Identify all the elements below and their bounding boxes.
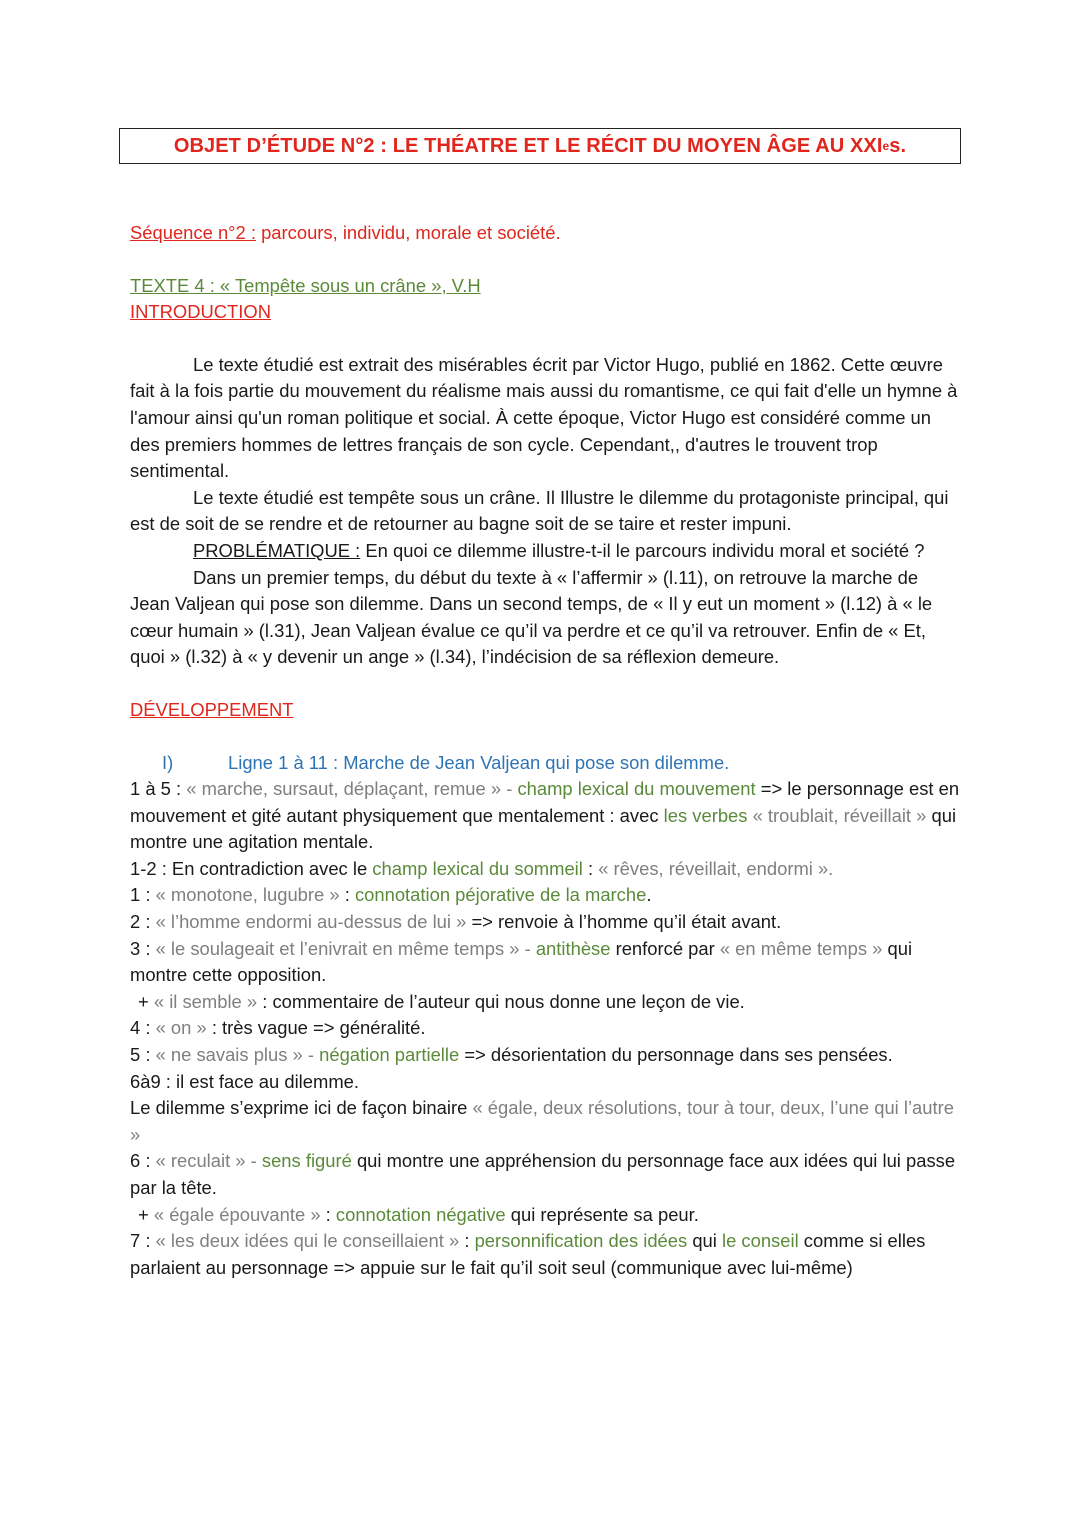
text-reference — [130, 273, 960, 300]
comment: qui montre une appréhension du personnage face aux idées qui lui passe par la tête. — [130, 1150, 956, 1198]
quote: « troublait, réveillait » — [747, 804, 927, 826]
figure: personnification des idées — [474, 1230, 688, 1252]
title-main: OBJET D’ÉTUDE N°2 : LE THÉATRE ET LE RÉCIT DU MOYEN ÂGE AU XXI — [173, 134, 883, 157]
quote: « égale, deux résolutions, tour à tour, deux, l’une qui l’autre » — [130, 1097, 954, 1145]
quote: « égale épouvante » — [153, 1203, 321, 1225]
problematique-text: En quoi ce dilemme illustre-t-il le parcours individu moral et société ? — [360, 539, 925, 561]
comment: : très vague => généralité. — [206, 1017, 426, 1039]
figure: connotation négative — [335, 1203, 506, 1225]
intro-heading — [130, 299, 960, 326]
dev-heading-label: DÉVELOPPEMENT — [130, 698, 294, 720]
sequence-line — [130, 220, 960, 247]
line-ref: 1-2 : — [130, 857, 172, 879]
comment: => le personnage est en mouvement et gité autant physiquement que mentalement : avec — [130, 778, 960, 826]
part-1-title: Ligne 1 à 11 : Marche de Jean Valjean qui pose son dilemme. — [228, 751, 730, 773]
quote: « reculait » - — [155, 1150, 262, 1172]
line-ref: 7 : — [130, 1230, 156, 1252]
line-ref: 1 à 5 : — [130, 778, 187, 800]
analysis-line — [130, 1015, 960, 1042]
comment: => renvoie à l’homme qu’il était avant. — [466, 911, 782, 933]
sequence-text: parcours, individu, morale et société. — [255, 222, 561, 243]
title-end: s. — [889, 134, 907, 157]
part-1-heading — [130, 750, 960, 777]
comment: comme si elles parlaient au personnage => appuie sur le fait qu’il soit seul (communique avec lui-même) — [130, 1230, 926, 1278]
analysis-line — [130, 856, 960, 883]
comment: qui montre une agitation mentale. — [130, 804, 957, 853]
figure: connotation péjorative de la marche — [354, 884, 647, 906]
quote: « on » — [155, 1017, 207, 1039]
analysis-line: 6à9 : il est face au dilemme. — [130, 1070, 359, 1092]
quote: « marche, sursaut, déplaçant, remue » - — [186, 778, 518, 800]
line-ref: 2 : — [130, 911, 156, 933]
analysis-line — [130, 909, 960, 936]
line-ref: 1 : — [130, 884, 156, 906]
analysis-line — [130, 1042, 960, 1069]
analysis-line — [130, 1095, 960, 1148]
comment: qui montre cette opposition. — [130, 937, 913, 986]
intro-paragraph-1: Le texte étudié est extrait des misérables écrit par Victor Hugo, publié en 1862. Cette œuvre fait à la fois partie du mouvement du réalisme mais aussi du romantisme, ce qui fait d'elle un hymne à l'amour ainsi qu'un roman politique et social. À cette époque, Victor Hugo est considéré comme un des premiers hommes de lettres français de son cycle. Cependant,, d'autres le trouvent trop sentimental. — [130, 353, 958, 482]
comment: : commentaire de l’auteur qui nous donne une leçon de vie. — [257, 990, 745, 1012]
comment: : — [320, 1203, 336, 1225]
comment: : — [339, 884, 355, 906]
comment: renforcé par — [610, 937, 720, 959]
line-ref: 4 : — [130, 1017, 156, 1039]
analysis-line — [130, 936, 960, 989]
quote: « rêves, réveillait, endormi ». — [598, 857, 834, 879]
comment: . — [646, 884, 652, 906]
figure: sens figuré — [261, 1150, 352, 1172]
analysis-line — [130, 1148, 960, 1201]
quote: « en même temps » — [719, 937, 883, 959]
sequence-label: Séquence n°2 : — [130, 222, 256, 243]
comment: qui représente sa peur. — [505, 1203, 699, 1225]
text-reference-label: TEXTE 4 : « Tempête sous un crâne », V.H — [130, 274, 481, 296]
comment: : — [582, 857, 599, 879]
analysis-line — [130, 882, 960, 909]
figure: champ lexical du mouvement — [517, 778, 756, 800]
dev-heading — [130, 697, 960, 724]
figure: antithèse — [535, 937, 611, 959]
figure: le conseil — [721, 1230, 799, 1252]
quote: « les deux idées qui le conseillaient » — [155, 1230, 460, 1252]
line-ref: 3 : — [130, 937, 156, 959]
plus-marker: + — [138, 990, 154, 1012]
intro-heading-label: INTRODUCTION — [130, 301, 271, 323]
comment: Le dilemme s’exprime ici de façon binaire — [130, 1097, 473, 1119]
line-ref: 5 : — [130, 1044, 156, 1066]
quote: « le soulageait et l’enivrait en même temps » - — [155, 937, 536, 959]
quote: « l’homme endormi au-dessus de lui » — [155, 911, 467, 933]
quote: « ne savais plus » - — [155, 1044, 320, 1066]
analysis-line — [130, 989, 960, 1016]
title-superscript: e — [882, 139, 890, 153]
problematique-label: PROBLÉMATIQUE : — [193, 539, 361, 561]
problematique-paragraph — [130, 538, 960, 565]
comment: => désorientation du personnage dans ses pensées. — [459, 1044, 893, 1066]
plus-marker: + — [138, 1203, 154, 1225]
comment: En contradiction avec le — [171, 857, 373, 879]
figure: négation partielle — [319, 1044, 460, 1066]
document-body — [130, 220, 960, 1281]
comment: : — [459, 1230, 475, 1252]
part-1-number: I) — [162, 751, 174, 773]
comment: qui — [687, 1230, 722, 1252]
page-title — [119, 128, 961, 164]
intro-paragraph-3: Dans un premier temps, du début du texte à « l’affermir » (l.11), on retrouve la marche de Jean Valjean qui pose son dilemme. Dans un second temps, de « Il y eut un moment » (l.12) à « le cœur humain » (l.31), Jean Valjean évalue ce qu’il va perdre et ce qu’il va retrouver. Enfin de « Et, quoi » (l.32) à « y devenir un ange » (l.34), l’indécision de sa réflexion demeure. — [130, 566, 933, 668]
figure: les verbes — [663, 804, 748, 826]
line-ref: 6 : — [130, 1150, 156, 1172]
quote: « monotone, lugubre » — [155, 884, 340, 906]
analysis-line — [130, 776, 960, 856]
figure: champ lexical du sommeil — [372, 857, 583, 879]
intro-paragraph-2: Le texte étudié est tempête sous un crâne. Il Illustre le dilemme du protagoniste principal, qui est de soit de se rendre et de retourner au bagne soit de se taire et rester impuni. — [130, 486, 949, 535]
analysis-line — [130, 1202, 960, 1229]
analysis-line — [130, 1228, 960, 1281]
quote: « il semble » — [153, 990, 258, 1012]
